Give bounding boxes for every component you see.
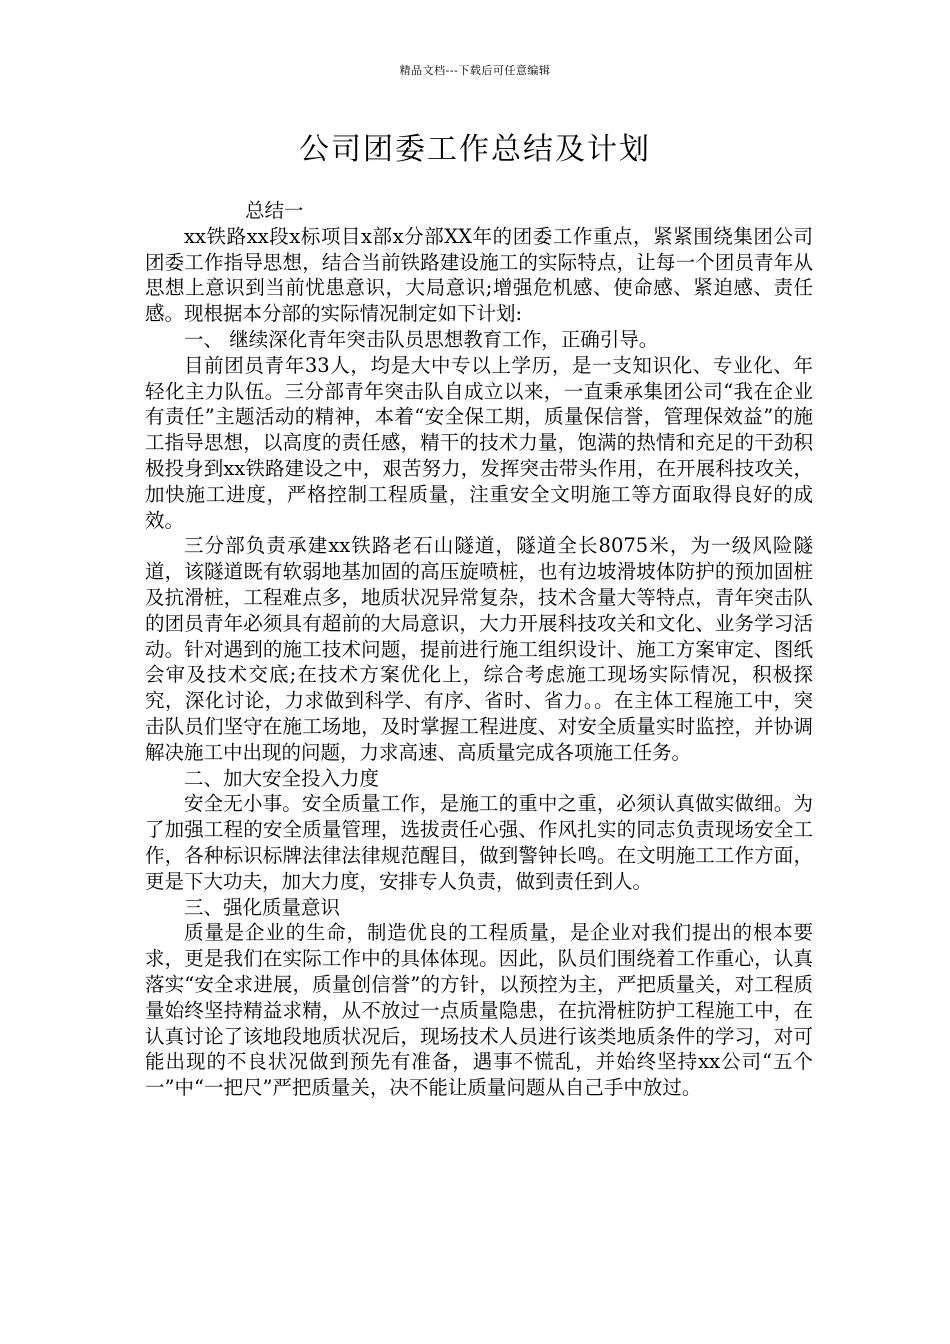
section-heading-1: 一、 继续深化青年突击队员思想教育工作，正确引导。 <box>184 327 659 351</box>
section-heading-2: 二、加大安全投入力度 <box>184 766 380 790</box>
section-subtitle: 总结一 <box>245 199 304 222</box>
document-title: 公司团委工作总结及计划 <box>299 132 651 167</box>
paragraph-team: 目前团员青年33人，均是大中专以上学历，是一支知识化、专业化、年轻化主力队伍。三分部青年突击队自成立以来，一直秉承集团公司“我在企业有责任”主题活动的精神，本着“安全保工期，质量保信誉，管理保效益”的施工指导思想，以高度的责任感，精干的技术力量，饱满的热情和充足的干劲积极投身到xx铁路建设之中，艰苦努力，发挥突击带头作用，在开展科技攻关，加快施工进度，严格控制工程质量，注重安全文明施工等方面取得良好的成效。 <box>145 353 813 532</box>
paragraph-tunnel: 三分部负责承建xx铁路老石山隧道，隧道全长8075米，为一级风险隧道，该隧道既有软弱地基加固的高压旋喷桩，也有边坡滑坡体防护的预加固桩及抗滑桩，工程难点多，地质状况异常复杂，技术含量大等特点，青年突击队的团员青年必须具有超前的大局意识，大力开展科技攻关和文化、业务学习活动。针对遇到的施工技术问题，提前进行施工组织设计、施工方案审定、图纸会审及技术交底;在技术方案优化上，综合考虑施工现场实际情况，积极探究，深化讨论，力求做到科学、有序、省时、省力。。在主体工程施工中，突击队员们坚守在施工场地，及时掌握工程进度、对安全质量实时监控，并协调解决施工中出现的问题，力求高速、高质量完成各项施工任务。 <box>145 534 813 764</box>
paragraph-quality: 质量是企业的生命，制造优良的工程质量，是企业对我们提出的根本要求，更是我们在实际工作中的具体体现。因此，队员们围绕着工作重心，认真落实“安全求进展，质量创信誉”的方针，以预控为主，严把质量关，对工程质量始终坚持精益求精，从不放过一点质量隐患，在抗滑桩防护工程施工中，在认真讨论了该地段地质状况后，现场技术人员进行该类地质条件的学习，对可能出现的不良状况做到预先有准备，遇事不慌乱，并始终坚持xx公司“五个一”中“一把尺”严把质量关，决不能让质量问题从自己手中放过。 <box>145 921 813 1100</box>
paragraph-intro: xx铁路xx段x标项目x部x分部XX年的团委工作重点，紧紧围绕集团公司团委工作指导思想，结合当前铁路建设施工的实际特点，让每一个团员青年从思想上意识到当前忧患意识，大局意识;增强危机感、使命感、紧迫感、责任感。现根据本分部的实际情况制定如下计划: <box>145 224 813 326</box>
page-header: 精品文档---下载后可任意编辑 <box>399 64 551 77</box>
document-body <box>145 198 813 1101</box>
paragraph-safety: 安全无小事。安全质量工作，是施工的重中之重，必须认真做实做细。为了加强工程的安全质量管理，选拔责任心强、作风扎实的同志负责现场安全工作，各种标识标牌法律法律规范醒目，做到警钟长鸣。在文明施工工作方面，更是下大功夫，加大力度，安排专人负责，做到责任到人。 <box>145 792 813 893</box>
section-heading-3: 三、强化质量意识 <box>184 895 341 919</box>
